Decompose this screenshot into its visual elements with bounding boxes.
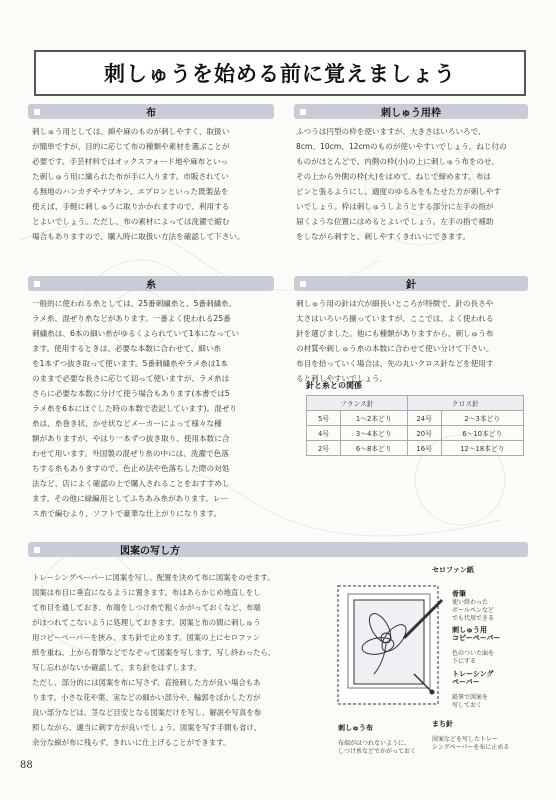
- section-text-transfer: トレーシングペーパーに図案を写し、配置を決めて布に図案をのせます。 図案は布目に垂直になるように置きます。布はあらかじめ地直しをし て布目を通しておき、布端をしつけ糸で粗くかがっておくなど、布端 がほつれてこないように処理しておきます。図案と布の間に刺しゅう 用コピーペーパーを挟み、まち針で止めます。図案の上にセロファン 紙を重ね、上から骨筆などでなぞって図案を写します。写し終わったら、 写し忘れがないか確認して、まち針をはずします。 ただし、部分的には図案を布に写さず、直接刺した方が良い場合もあ ります。小さな花や葉、実などの細かい部分や、輪郭をぼかした方が 良い部分などは、茎など目安となる図案だけを写し、解説や写真を参 照しながら、適当に刺す方が良いでしょう。図案を写す手間も省け、 余分な線が布に残らず、きれいに仕上げることができます。: [32, 573, 276, 747]
- section-title-hoop: 刺しゅう用枠: [381, 108, 441, 119]
- table-cell: 6〜8本どり: [341, 441, 408, 456]
- table-cell: 4号: [307, 426, 341, 441]
- label-pin-desc: 図案などを写したトレー シングペーパーを布に止める: [432, 736, 510, 751]
- label-cellophane: [432, 566, 474, 575]
- section-title-transfer: 図案の写し方: [120, 546, 180, 557]
- label-tracing-paper: [452, 662, 494, 718]
- table-cell: 16号: [407, 441, 441, 456]
- section-title-needle: 針: [406, 280, 416, 291]
- table-cell: 20号: [407, 426, 441, 441]
- section-header-hoop: [294, 104, 528, 119]
- section-square-icon: [34, 281, 40, 287]
- table-cell: 1〜2本どり: [341, 411, 408, 426]
- table-cell: 2号: [307, 441, 341, 456]
- section-header-thread: [28, 276, 274, 291]
- section-square-icon: [300, 281, 306, 287]
- table-cell: 5号: [307, 411, 341, 426]
- label-copy-paper-title: 刺しゅう用 コピーペーパー: [452, 626, 501, 642]
- needle-thread-table: [306, 395, 524, 456]
- label-embroidery-cloth: [338, 716, 416, 764]
- section-square-icon: [300, 109, 306, 115]
- section-text-cloth: 刺しゅう用としては、綿や麻のものが刺しやすく、取扱い が簡単ですが、目的に応じて布の種類や素材を選ぶことが 必要です。手芸材料ではオックスフォード地や麻布といっ た刺しゅう用に織られた布が手に入ります。市販されてい る無地のハンカチやナプキン、エプロンといった既製品を 使えば、手軽に刺しゅうに取りかかれますので、利用する とよいでしょう。ただし、布の素材によっては洗濯で縮む 場合もありますので、購入時に取扱い方法を確認して下さい。: [32, 127, 245, 241]
- table-row: [307, 426, 524, 441]
- section-title-thread: 糸: [146, 280, 156, 291]
- label-bone-pen-desc: 使い終わった ボールペンなど でも代用できる: [452, 599, 495, 622]
- table-cell: 12〜18本どり: [441, 441, 523, 456]
- table-row: [307, 411, 524, 426]
- table-header-row: [307, 396, 524, 411]
- needle-table-title: 針と糸との関係: [306, 381, 362, 390]
- label-embroidery-cloth-desc: 布端がほつれないように、 しつけ糸などでかがっておく: [338, 740, 417, 755]
- section-text-needle: 刺しゅう用の針は穴が細長いところが特徴で、針の長さや 太さはいろいろ揃っていますが、ここでは、よく使われる 針を選びました。他にも種類がありますから、刺しゅう布 の材質や刺しゅう糸の本数に合わせて使い分けて下さい。 布目を拾っていく場合は、先の丸いクロス針などを使用す ると刺しやすいでしょう。: [296, 299, 494, 383]
- label-embroidery-cloth-title: 刺しゅう布: [338, 724, 373, 732]
- table-header-cross: クロス針: [407, 396, 523, 411]
- section-header-transfer: [28, 542, 528, 557]
- page-title: 刺しゅうを始める前に覚えましょう: [104, 62, 456, 86]
- label-pin: [432, 712, 509, 760]
- section-square-icon: [34, 109, 40, 115]
- table-header-french: フランス針: [307, 396, 408, 411]
- section-text-hoop: ふつうは円型の枠を使いますが、大きさはいろいろで、 8cm、10cm、12cmのものが使いやすいでしょう。ねじ付の ものがほとんどで、内側の枠(小)の上に刺しゅう布をのせ、 その上から外側の枠(大)をはめて、ねじで締めます。布は ピンと張るようにし、適度のゆるみをもたせた方が刺しやす いでしょう。枠は刺しゅうしようとする部分に左手の指が 届くような位置にはめるとよいでしょう。左手の指で補助 をしながら刺すと、刺しやすくきれいにできます。: [296, 127, 507, 241]
- label-bone-pen-title: 骨筆: [452, 590, 466, 598]
- section-text-thread: 一般的に使われる糸としては、25番刺繍糸と、5番刺繍糸、 ラメ糸、混ぜり糸などがあります。一番よく使われる25番 刺繍糸は、6本の細い糸がゆるくよられていて1本になってい ます。使用するときは、必要な本数に合わせて、細い糸 を1本ずつ抜き取って使います。5番刺繍糸やラメ糸は1本 のままで必要な長さに応じて切って使いますが、ラメ糸は さらに必要な本数に分けて使う場合もあります(本書では5 ラメ糸を6本にほぐした時の本数で表記しています)。混ぜり 糸は、糸巻き状、かせ状などメーカーによって様々な種 類がありますが、やはり一本ずつ抜き取り、使用本数に合 わせて用います。外国製の混ぜり糸の中には、洗濯で色落 ちする糸もありますので、色止め法や色落ちした際の対処 法など、店によく確認の上で購入されることをおすすめし ます。その他に緑編用としてふちあみ糸があります。レー ス糸で編むより、ソフトで豪華な仕上がりになります。: [32, 299, 240, 518]
- label-cellophane-title: セロファン紙: [432, 566, 474, 574]
- table-cell: 3〜4本どり: [341, 426, 408, 441]
- table-cell: 2〜3本どり: [441, 411, 523, 426]
- label-tracing-paper-desc: 鉛筆で図案を 写しておく: [452, 694, 489, 709]
- section-header-cloth: [28, 104, 274, 119]
- table-row: [307, 441, 524, 456]
- section-header-needle: [294, 276, 528, 291]
- label-pin-title: まち針: [432, 720, 453, 728]
- page-number: 88: [20, 760, 33, 771]
- label-copy-paper-desc: 色のついた面を 下にする: [452, 650, 495, 665]
- section-square-icon: [34, 547, 40, 553]
- label-tracing-paper-title: トレーシング ペーパー: [452, 670, 494, 686]
- section-title-cloth: 布: [146, 108, 156, 119]
- table-cell: 6〜10本どり: [441, 426, 523, 441]
- table-cell: 24号: [407, 411, 441, 426]
- title-box: [34, 50, 526, 96]
- transfer-illustration: [334, 566, 446, 714]
